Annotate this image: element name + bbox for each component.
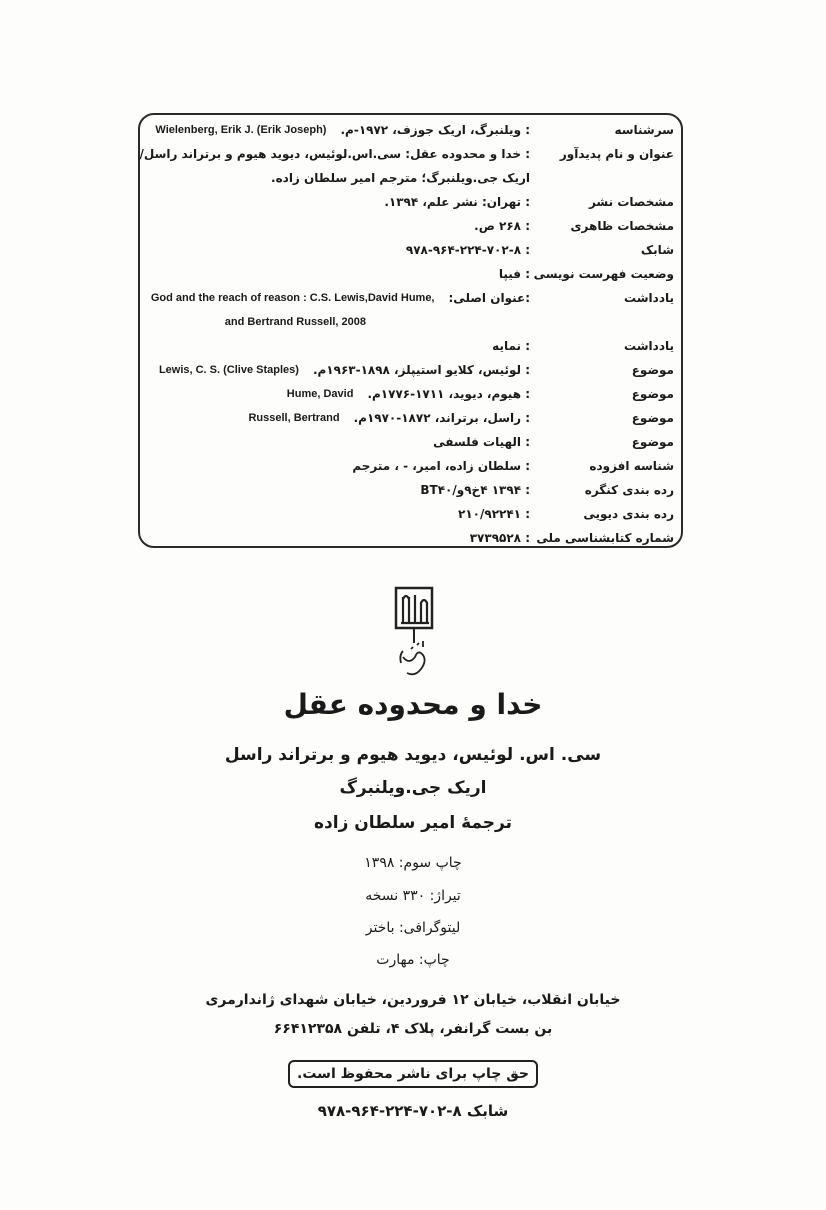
catalog-value xyxy=(144,311,380,333)
catalog-value xyxy=(139,143,530,165)
catalog-label: شابک xyxy=(640,243,674,257)
catalog-row xyxy=(140,167,680,189)
catalog-label: شناسه افزوده xyxy=(589,459,674,473)
catalog-label: وضعیت فهرست نویسی xyxy=(533,267,674,281)
catalog-value-text: اریک جی.ویلنبرگ؛ مترجم امیر سلطان زاده. xyxy=(271,171,530,185)
catalog-label: موضوع xyxy=(631,435,674,449)
catalog-value-latin: and Bertrand Russell, 2008 xyxy=(224,316,366,328)
catalog-value-text: : سلطان زاده، امیر، - ، مترجم xyxy=(352,459,530,473)
catalog-value xyxy=(144,479,530,501)
catalog-label: مشخصات ظاهری xyxy=(570,219,674,233)
printing: چاپ: مهارت xyxy=(376,952,450,968)
catalog-value xyxy=(144,335,530,357)
catalog-value xyxy=(144,431,530,453)
catalog-row xyxy=(140,119,680,141)
catalog-label: رده بندی کنگره xyxy=(584,483,674,497)
catalog-row xyxy=(140,335,680,357)
catalog-label: موضوع xyxy=(631,363,674,377)
catalog-row xyxy=(140,431,680,453)
publisher-logo-icon xyxy=(393,585,437,680)
publisher-logo xyxy=(393,585,437,684)
address-line-1: خیابان انقلاب، خیابان ۱۲ فروردین، خیابان شهدای ژاندارمری xyxy=(205,992,621,1008)
catalog-value-text: :عنوان اصلی: xyxy=(448,291,530,305)
copyright-notice: حق چاپ برای ناشر محفوظ است. xyxy=(288,1060,538,1088)
catalog-row xyxy=(140,407,680,429)
catalog-value-text: : لوئیس، کلایو استیپلز، ۱۸۹۸-۱۹۶۳م. xyxy=(312,363,530,377)
catalog-value xyxy=(144,287,530,309)
catalog-row xyxy=(140,455,680,477)
catalog-value xyxy=(144,191,530,213)
catalog-row xyxy=(140,215,680,237)
catalog-row xyxy=(140,503,680,525)
catalog-label: سرشناسه xyxy=(614,123,674,137)
catalog-value xyxy=(144,215,530,237)
catalog-label: یادداشت xyxy=(624,339,674,353)
catalog-value-text: : نمایه xyxy=(492,339,530,353)
catalog-value-latin: God and the reach of reason : C.S. Lewis,David Hume, xyxy=(150,292,435,304)
catalog-value-latin: Wielenberg, Erik J. (Erik Joseph) xyxy=(155,124,327,136)
catalog-value xyxy=(144,455,530,477)
isbn-footer: شابک ۸-۷۰۲-۲۲۴-۹۶۴-۹۷۸ xyxy=(317,1102,509,1120)
catalog-label: موضوع xyxy=(631,387,674,401)
catalog-label: شماره کتابشناسی ملی xyxy=(536,531,674,545)
catalog-row xyxy=(140,239,680,261)
catalog-value-text: : فیپا xyxy=(498,267,530,281)
catalog-value-text: : خدا و محدوده عقل: سی.اس.لوئیس، دیوید هیوم و برتراند راسل/ xyxy=(139,147,530,161)
catalog-value-text: : ۱۳۹۴ ۴خ۹و/BT۴۰ xyxy=(420,483,530,497)
catalog-label: مشخصات نشر xyxy=(588,195,674,209)
catalog-value-text: : الهیات فلسفی xyxy=(433,435,530,449)
catalog-value xyxy=(144,239,530,261)
catalog-value-text: : ۲۶۸ ص. xyxy=(474,219,530,233)
catalog-row xyxy=(140,311,680,333)
catalog-value-text: : ۹۷۸-۹۶۴-۲۲۴-۷۰۲-۸ xyxy=(405,243,530,257)
catalog-value xyxy=(144,407,530,429)
catalog-value xyxy=(144,119,530,141)
catalog-row xyxy=(140,383,680,405)
address-line-2: بن بست گرانفر، پلاک ۴، تلفن ۶۶۴۱۲۳۵۸ xyxy=(273,1021,553,1037)
author: اریک جی.ویلنبرگ xyxy=(339,778,487,798)
catalog-value-text: : ویلنبرگ، اریک جوزف، ۱۹۷۲-م. xyxy=(340,123,530,137)
edition: چاپ سوم: ۱۳۹۸ xyxy=(364,855,462,871)
catalog-row xyxy=(140,191,680,213)
catalog-value xyxy=(144,263,530,285)
book-title: خدا و محدوده عقل xyxy=(283,688,543,721)
catalog-label: رده بندی دیویی xyxy=(583,507,674,521)
catalog-row xyxy=(140,479,680,501)
catalog-value-text: : ۳۷۳۹۵۲۸ xyxy=(469,531,530,545)
catalog-value-latin: Lewis, C. S. (Clive Staples) xyxy=(158,364,299,376)
catalog-value xyxy=(144,383,530,405)
catalog-value xyxy=(144,167,530,189)
catalog-value-text: : راسل، برتراند، ۱۸۷۲-۱۹۷۰م. xyxy=(353,411,530,425)
catalog-value-text: : هیوم، دیوید، ۱۷۱۱-۱۷۷۶م. xyxy=(367,387,530,401)
catalog-label: عنوان و نام پدیدآور xyxy=(559,147,674,161)
catalog-value-latin: Hume, David xyxy=(286,388,354,400)
lithography: لیتوگرافی: باختر xyxy=(365,920,461,936)
translator: ترجمهٔ امیر سلطان زاده xyxy=(313,813,513,833)
catalog-value xyxy=(144,503,530,525)
catalog-value-latin: Russell, Bertrand xyxy=(248,412,340,424)
catalog-row xyxy=(140,287,680,309)
catalog-value-text: : تهران: نشر علم، ۱۳۹۴. xyxy=(384,195,530,209)
catalog-label: یادداشت xyxy=(624,291,674,305)
catalog-value xyxy=(144,527,530,549)
catalog-value xyxy=(144,359,530,381)
catalog-row xyxy=(140,263,680,285)
subjects-line: سی. اس. لوئیس، دیوید هیوم و برتراند راسل xyxy=(224,745,602,765)
catalog-row xyxy=(140,143,680,165)
catalog-label: موضوع xyxy=(631,411,674,425)
print-run: تیراژ: ۳۳۰ نسخه xyxy=(365,888,461,904)
catalog-row xyxy=(140,527,680,549)
catalog-value-text: : ۲۱۰/۹۲۲۴۱ xyxy=(458,507,530,521)
catalog-row xyxy=(140,359,680,381)
